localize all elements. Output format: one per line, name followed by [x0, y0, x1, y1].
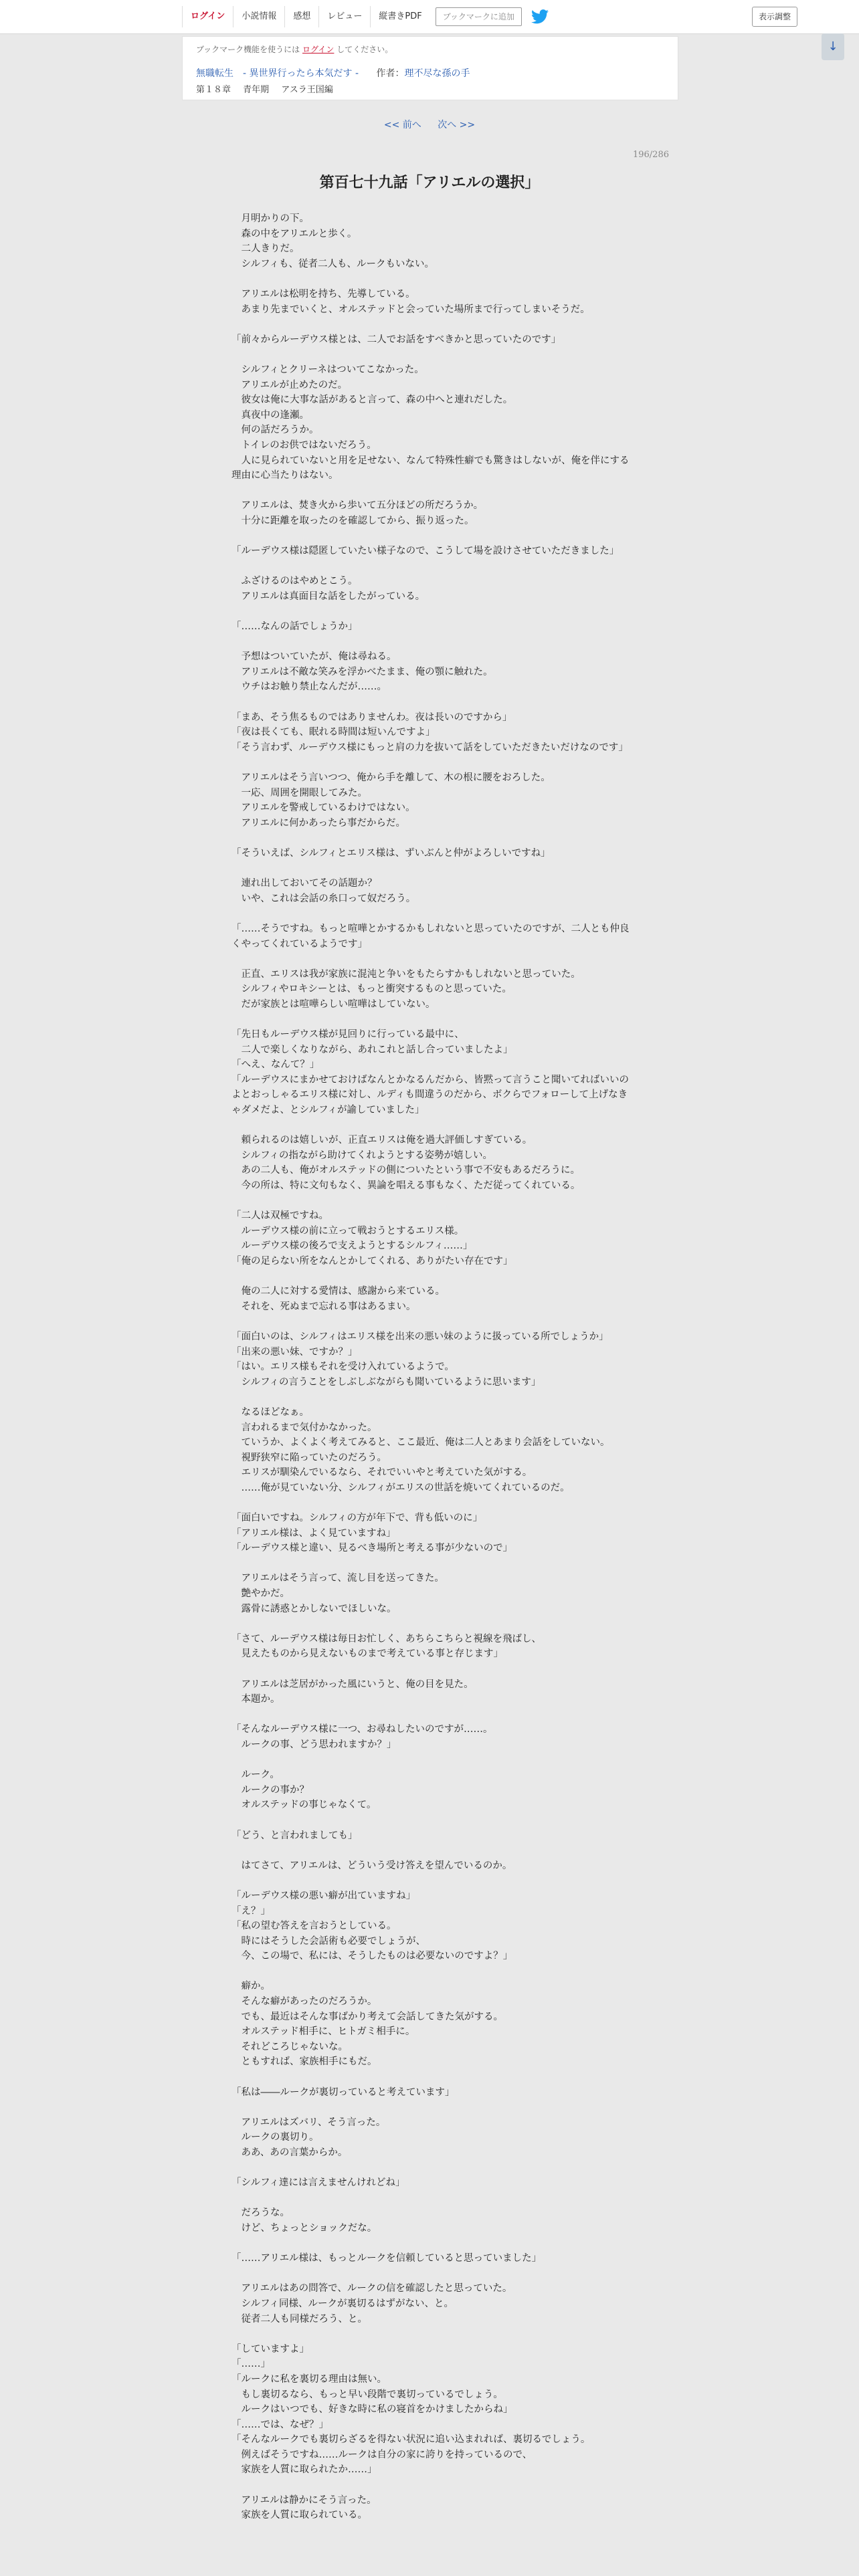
blank-line — [231, 755, 630, 770]
body-line: オルステッド相手に、ヒトガミ相手に。 — [231, 2026, 415, 2038]
body-line: 癖か。 — [231, 1981, 270, 1992]
blank-line — [231, 1707, 630, 1723]
body-line: アリエルはあの問答で、ルークの信を確認したと思っていた。 — [231, 2283, 512, 2294]
body-line: 今の所は、特に文句もなく、異論を唱える事もなく、ただ従ってくれている。 — [231, 1180, 581, 1191]
body-line: オルステッドの事じゃなくて。 — [231, 1800, 377, 1811]
bookmark-login-link[interactable]: ログイン — [302, 45, 335, 54]
body-line: 「ルーデウス様と違い、見るべき場所と考える事が少ないので」 — [231, 1543, 513, 1554]
display-settings-button[interactable]: 表示調整 — [752, 7, 797, 27]
body-line: 「俺の足らない所をなんとかしてくれる、ありがたい存在です」 — [231, 1255, 513, 1267]
body-line: アリエルが止めたのだ。 — [231, 379, 348, 391]
blank-line — [231, 2070, 630, 2085]
pager — [0, 118, 859, 131]
body-line: 彼女は俺に大事な話があると言って、森の中へと連れだした。 — [231, 395, 513, 406]
blank-line — [231, 1012, 630, 1027]
body-line: 「まあ、そう焦るものではありませんわ。夜は長いのですから」 — [231, 712, 512, 723]
series-line — [196, 66, 470, 80]
blank-line — [231, 2161, 630, 2176]
blank-line — [231, 1873, 630, 1889]
body-line: 「ルークに私を裏切る理由は無い。 — [231, 2373, 387, 2385]
body-line: 例えばそうですね……ルークは自分の家に誇りを持っているので、 — [231, 2449, 533, 2460]
blank-line — [231, 2266, 630, 2282]
body-line: 「面白いのは、シルフィはエリス様を出来の悪い妹のように扱っている所でしょうか」 — [231, 1331, 609, 1342]
body-line: 時にはそうした会話術も必要でしょうが、 — [231, 1935, 425, 1947]
body-line: 本題か。 — [231, 1694, 280, 1705]
main-nav — [182, 6, 549, 27]
body-line: アリエルは真面目な話をしたがっている。 — [231, 591, 425, 602]
body-line: 「先日もルーデウス様が見回りに行っている最中に、 — [231, 1029, 464, 1041]
chapter-info — [196, 82, 343, 95]
chapter-title: 第百七十九話「アリエルの選択」 — [319, 175, 540, 191]
blank-line — [231, 2191, 630, 2206]
blank-line — [231, 272, 630, 287]
nav-novel-info[interactable]: 小説情報 — [233, 6, 284, 27]
blank-line — [231, 1753, 630, 1768]
chapter-number: 第１８章 — [196, 85, 231, 95]
body-line: 露骨に誘惑とかしないでほしいな。 — [231, 1603, 397, 1614]
body-line: 二人で楽しくなりながら、あれこれと話し合っていましたよ」 — [231, 1044, 513, 1055]
blank-line — [231, 559, 630, 574]
body-line: 「ルーデウス様は隠匿していたい様子なので、こうして場を設けさせていただきました」 — [231, 546, 619, 557]
body-line: なるほどなぁ。 — [231, 1406, 309, 1418]
body-line: あまり先までいくと、オルステッドと会っていた場所まで行ってしまいそうだ。 — [231, 304, 590, 315]
body-line: ルークの事か？ — [231, 1784, 309, 1796]
body-line: シルフィやロキシーとは、もっと衝突するものと思っていた。 — [231, 984, 512, 995]
body-line: ルーデウス様の前に立って戦おうとするエリス様。 — [231, 1225, 464, 1237]
blank-line — [231, 831, 630, 846]
nav-impressions[interactable]: 感想 — [284, 6, 318, 27]
blank-line — [231, 1495, 630, 1511]
blank-line — [231, 604, 630, 619]
body-line: あの二人も、俺がオルステッドの側についたという事で不安もあるだろうに。 — [231, 1165, 580, 1176]
body-line: 家族を人質に取られている。 — [231, 2510, 367, 2521]
body-line: 「さて、ルーデウス様は毎日お忙しく、あちらこちらと視線を飛ばし、 — [231, 1633, 541, 1644]
bookmark-note: ブックマーク機能を使うには ログイン してください。 — [196, 45, 393, 54]
next-page-link[interactable]: 次へ >> — [438, 120, 476, 130]
body-line: 「はい。エリス様もそれを受け入れているようで。 — [231, 1362, 454, 1373]
blank-line — [231, 1662, 630, 1677]
body-line: アリエルは静かにそう言った。 — [231, 2494, 377, 2506]
blank-line — [231, 2478, 630, 2493]
body-line: 予想はついていたが、俺は尋ねる。 — [231, 651, 397, 663]
chapter-part: 青年期 — [243, 85, 270, 95]
body-line: でも、最近はそんな事ばかり考えて会話してきた気がする。 — [231, 2011, 503, 2022]
body-line: 「どう、と言われましても」 — [231, 1830, 358, 1841]
novel-body — [231, 211, 630, 2523]
body-line: 「二人は双極ですね。 — [231, 1210, 328, 1222]
blank-line — [231, 2100, 630, 2115]
body-line: アリエルはそう言いつつ、俺から手を離して、木の根に腰をおろした。 — [231, 772, 551, 783]
nav-review[interactable]: レビュー — [318, 6, 370, 27]
body-line: 「私の望む答えを言おうとしている。 — [231, 1921, 397, 1932]
top-navigation-bar — [0, 0, 859, 34]
body-line: ああ、あの言葉からか。 — [231, 2147, 348, 2158]
body-line: いや、これは会話の糸口って奴だろう。 — [231, 893, 416, 904]
body-line: 「そう言わず、ルーデウス様にもっと肩の力を抜いて話をしていただきたいだけなのです」 — [231, 742, 628, 753]
blank-line — [231, 1964, 630, 1979]
body-line: はてさて、アリエルは、どういう受け答えを望んでいるのか。 — [231, 1860, 512, 1871]
body-line: アリエルに何かあったら事だからだ。 — [231, 817, 405, 829]
body-line: アリエルは不敵な笑みを浮かべたまま、俺の顎に触れた。 — [231, 666, 493, 677]
body-line: 家族を人質に取られたか……」 — [231, 2464, 377, 2476]
blank-line — [231, 2236, 630, 2252]
body-line: 正直、エリスは我が家族に混沌と争いをもたらすかもしれないと思っていた。 — [231, 968, 581, 980]
body-line: 「そんなルークでも裏切らざるを得ない状況に追い込まれれば、裏切るでしょう。 — [231, 2434, 591, 2446]
blank-line — [231, 1813, 630, 1828]
scroll-down-button[interactable]: ↓ — [822, 33, 844, 60]
body-line: 「ルーデウスにまかせておけばなんとかなるんだから、皆黙って言うこと聞いてればいいのよとおっしゃるエリス様に対し、ルディも間違うのだから、ボクらでフォローして上げなきゃダメだよ、とシルフィが諭していました」 — [231, 1074, 630, 1116]
body-line: ルークの裏切り。 — [231, 2132, 319, 2143]
body-line: ていうか、よくよく考えてみると、ここ最近、俺は二人とあまり会話をしていない。 — [231, 1437, 610, 1448]
body-line: 一応、周囲を開眼してみた。 — [231, 787, 367, 798]
blank-line — [231, 1194, 630, 1209]
body-line: 「ルーデウス様の悪い癖が出ていますね」 — [231, 1890, 416, 1901]
body-line: ウチはお触り禁止なんだが……。 — [231, 681, 387, 693]
body-line: だが家族とは喧嘩らしい喧嘩はしていない。 — [231, 998, 436, 1010]
blank-line — [231, 861, 630, 877]
body-line: 「……」 — [231, 2359, 270, 2370]
body-line: 艶やかだ。 — [231, 1588, 290, 1600]
body-line: 「そんなルーデウス様に一つ、お尋ねしたいのですが……。 — [231, 1724, 493, 1735]
blank-line — [231, 952, 630, 967]
body-line: 「……そうですね。もっと喧嘩とかするかもしれないと思っていたのですが、二人とも仲良くやってくれているようです」 — [231, 923, 630, 950]
body-line: 月明かりの下。 — [231, 213, 309, 224]
nav-vertical-pdf[interactable]: 縦書きPDF — [370, 6, 430, 27]
blank-line — [231, 2327, 630, 2342]
body-line: 二人きりだ。 — [231, 243, 300, 255]
body-line: シルフィの指ながら助けてくれようとする姿勢が嬉しい。 — [231, 1150, 492, 1161]
body-line: アリエルはそう言って、流し目を送ってきた。 — [231, 1573, 444, 1584]
body-line: ルークの事、どう思われますか？」 — [231, 1739, 397, 1750]
blank-line — [231, 695, 630, 710]
body-line: アリエルを警戒しているわけではない。 — [231, 802, 415, 814]
body-line: 俺の二人に対する愛情は、感謝から来ている。 — [231, 1286, 445, 1297]
body-line: 「シルフィ達には言えませんけれどね」 — [231, 2177, 405, 2189]
blank-line — [231, 1269, 630, 1285]
blank-line — [231, 484, 630, 499]
body-line: 連れ出しておいてその話題か？ — [231, 878, 377, 889]
body-line: 「夜は長くても、眠れる時間は短いんですよ」 — [231, 727, 436, 738]
body-line: エリスが馴染んでいるなら、それでいいやと考えていた気がする。 — [231, 1467, 533, 1479]
blank-line — [231, 1314, 630, 1329]
body-line: ルークはいつでも、好きな時に私の寝首をかけましたからね」 — [231, 2404, 513, 2416]
body-line: 「面白いですね。シルフィの方が年下で、背も低いのに」 — [231, 1513, 483, 1524]
blank-line — [231, 347, 630, 362]
body-line: だろうな。 — [231, 2208, 290, 2219]
body-line: それを、死ぬまで忘れる事はあるまい。 — [231, 1301, 416, 1312]
twitter-icon[interactable] — [531, 9, 549, 24]
chapter-arc: アスラ王国編 — [281, 85, 333, 95]
blank-line — [231, 1616, 630, 1632]
body-line: 「そういえば、シルフィとエリス様は、ずいぶんと仲がよろしいですね」 — [231, 847, 551, 859]
body-line: 「出来の悪い妹、ですか？」 — [231, 1346, 358, 1358]
body-line: 「……なんの話でしょうか」 — [231, 621, 358, 633]
body-line: アリエルはズバリ、そう言った。 — [231, 2117, 386, 2128]
body-line: シルフィの言うことをしぶしぶながらも聞いているように思います」 — [231, 1376, 541, 1388]
blank-line — [231, 1556, 630, 1572]
blank-line — [231, 1390, 630, 1405]
body-line: もし裏切るなら、もっと早い段階で裏切っているでしょう。 — [231, 2389, 503, 2400]
body-line: シルフィとクリーネはついてこなかった。 — [231, 364, 424, 375]
body-line: 「前々からルーデウス様とは、二人でお話をすべきかと思っていたのです」 — [231, 334, 561, 345]
body-line: 「へえ、なんて？」 — [231, 1059, 320, 1071]
body-line: 「アリエル様は、よく見ていますね」 — [231, 1527, 396, 1539]
blank-line — [231, 635, 630, 650]
body-line: 「え？」 — [231, 1905, 270, 1917]
blank-line — [231, 528, 630, 544]
body-line: 「……では、なぜ？」 — [231, 2419, 328, 2430]
prev-page-link[interactable]: << 前へ — [383, 120, 421, 130]
blank-line — [231, 1118, 630, 1134]
body-line: それどころじゃないな。 — [231, 2041, 348, 2052]
body-line: ……俺が見ていない分、シルフィがエリスの世話を焼いてくれているのだ。 — [231, 1482, 570, 1493]
body-line: 「していますよ」 — [231, 2343, 309, 2355]
body-line: シルフィも、従者二人も、ルークもいない。 — [231, 258, 434, 270]
page-count: 196/286 — [632, 150, 669, 160]
body-line: トイレのお供ではないだろう。 — [231, 439, 377, 451]
series-title-link[interactable]: 無職転生 - 異世界行ったら本気だす - — [196, 68, 359, 79]
body-line: 「……アリエル様は、もっとルークを信頼していると思っていました」 — [231, 2253, 542, 2264]
body-line: 真夜中の逢瀬。 — [231, 409, 309, 421]
add-bookmark-button[interactable]: ブックマークに追加 — [436, 7, 522, 26]
blank-line — [231, 1843, 630, 1858]
body-line: アリエルは、焚き火から歩いて五分ほどの所だろうか。 — [231, 500, 484, 512]
body-line: アリエルは松明を持ち、先導している。 — [231, 288, 415, 300]
body-line: 「私は――ルークが裏切っていると考えています」 — [231, 2086, 455, 2098]
blank-line — [231, 906, 630, 922]
nav-login[interactable]: ログイン — [182, 6, 233, 27]
body-line: そんな癖があったのだろうか。 — [231, 1996, 377, 2008]
body-line: 見えたものから見えないものまで考えている事と存じます」 — [231, 1648, 503, 1660]
body-line: けど、ちょっとショックだな。 — [231, 2222, 377, 2234]
body-line: 何の話だろうか。 — [231, 425, 319, 436]
novel-info-box — [182, 36, 678, 100]
body-line: ルーク。 — [231, 1769, 280, 1781]
body-line: 従者二人も同様だろう、と。 — [231, 2313, 367, 2325]
author-link[interactable]: 理不尽な孫の手 — [404, 68, 470, 79]
body-line: シルフィ同様、ルークが裏切るはずがない、と。 — [231, 2298, 454, 2309]
body-line: 森の中をアリエルと歩く。 — [231, 228, 357, 239]
blank-line — [231, 317, 630, 332]
body-line: ふざけるのはやめとこう。 — [231, 576, 358, 587]
body-line: 十分に距離を取ったのを確認してから、振り返った。 — [231, 515, 474, 526]
body-line: ともすれば、家族相手にもだ。 — [231, 2056, 377, 2068]
body-line: ルーデウス様の後ろで支えようとするシルフィ……」 — [231, 1241, 473, 1252]
body-line: 言われるまで気付かなかった。 — [231, 1422, 377, 1433]
body-line: 頼られるのは嬉しいが、正直エリスは俺を過大評価しすぎている。 — [231, 1135, 533, 1146]
body-line: 人に見られていないと用を足せない、なんて特殊性癖でも驚きはしないが、俺を伴にする理由に心当たりはない。 — [231, 455, 630, 481]
body-line: アリエルは芝居がかった風にいうと、俺の目を見た。 — [231, 1679, 474, 1690]
body-line: 視野狭窄に陥っていたのだろう。 — [231, 1452, 387, 1463]
author-label: 作者： — [376, 68, 405, 79]
body-line: 今、この場で、私には、そうしたものは必要ないのですよ？」 — [231, 1951, 513, 1962]
